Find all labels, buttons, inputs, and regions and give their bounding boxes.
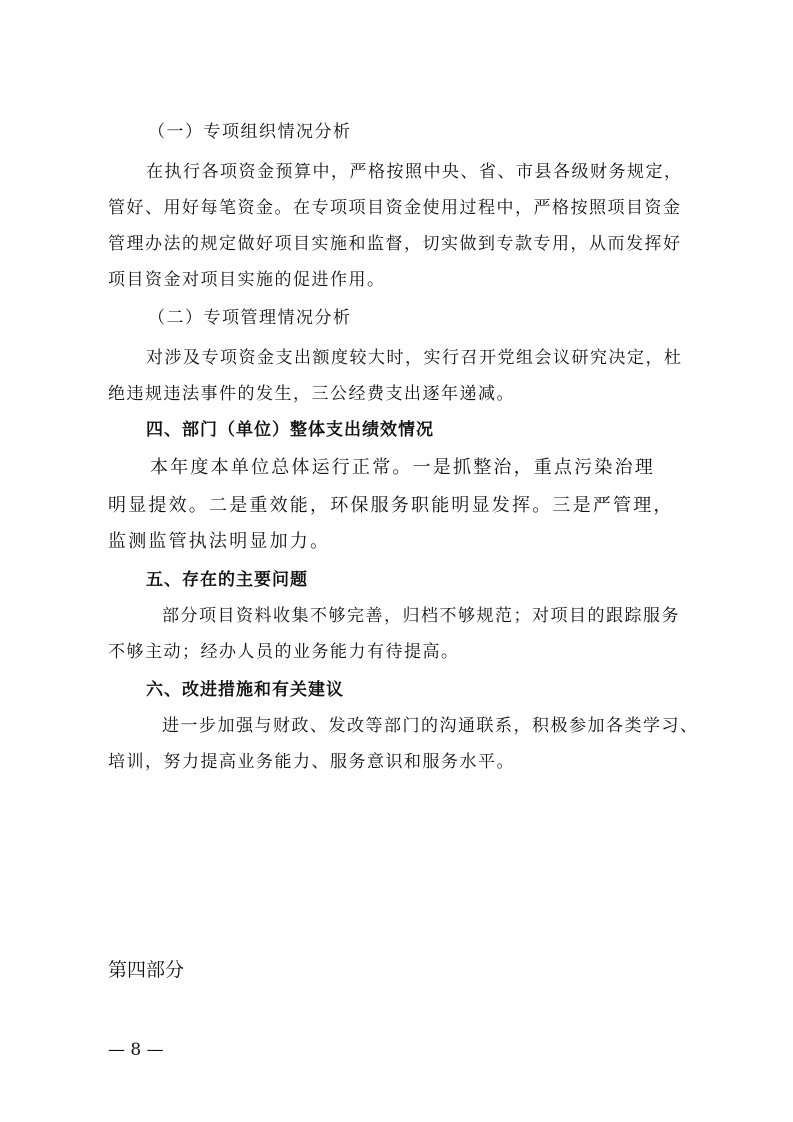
paragraph-line: 管理办法的规定做好项目实施和监督，切实做到专款专用，从而发挥好: [108, 234, 682, 254]
paragraph-line: 管好、用好每笔资金。在专项项目资金使用过程中，严格按照项目资金: [108, 198, 682, 218]
paragraph-line: 对涉及专项资金支出额度较大时，实行召开党组会议研究决定，杜: [146, 348, 683, 368]
paragraph-line: 明显提效。二是重效能，环保服务职能明显发挥。三是严管理，: [108, 495, 674, 516]
paragraph-line: 不够主动；经办人员的业务能力有待提高。: [108, 642, 460, 662]
heading-section-5: 五、存在的主要问题: [146, 570, 308, 590]
paragraph-line: 绝违规违法事件的发生，三公经费支出逐年递减。: [108, 384, 515, 404]
heading-section-6: 六、改进措施和有关建议: [146, 680, 344, 700]
paragraph-line: 进一步加强与财政、发改等部门的沟通联系，积极参加各类学习、: [162, 716, 699, 736]
paragraph-line: 在执行各项资金预算中，严格按照中央、省、市县各级财务规定，: [146, 162, 683, 182]
subheading-organization: （一）专项组织情况分析: [148, 122, 352, 142]
page-number: — 8 —: [108, 1040, 164, 1060]
paragraph-line: 部分项目资料收集不够完善，归档不够规范；对项目的跟踪服务: [162, 606, 680, 626]
paragraph-line: 本年度本单位总体运行正常。一是抓整治，重点污染治理: [150, 457, 655, 478]
subheading-management: （二）专项管理情况分析: [148, 308, 352, 328]
paragraph-line: 监测监管执法明显加力。: [108, 531, 331, 552]
part-title: 第四部分: [108, 959, 185, 981]
heading-section-4: 四、部门（单位）整体支出绩效情况: [146, 420, 434, 440]
paragraph-line: 项目资金对项目实施的促进作用。: [108, 270, 386, 290]
paragraph-line: 培训，努力提高业务能力、服务意识和服务水平。: [108, 752, 515, 772]
